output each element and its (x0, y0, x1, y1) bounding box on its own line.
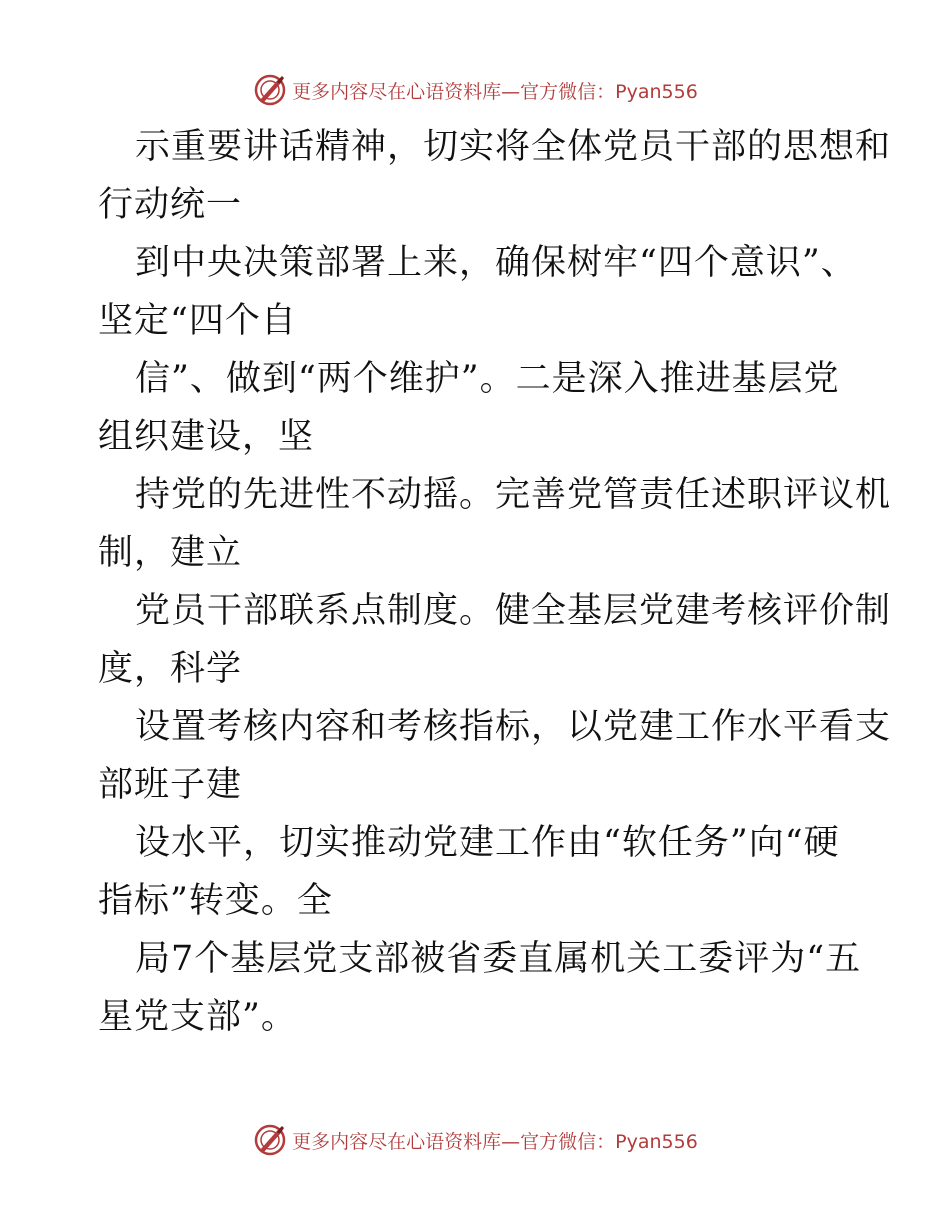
body-line: 设置考核内容和考核指标，以党建工作水平看支 (135, 707, 892, 747)
footer-text: 更多内容尽在心语资料库—官方微信：Pyan556 (292, 1130, 698, 1153)
header-banner (0, 70, 950, 110)
body-line: 星党支部”。 (98, 997, 297, 1037)
body-line: 指标”转变。全 (98, 881, 333, 921)
header-text: 更多内容尽在心语资料库—官方微信：Pyan556 (292, 80, 698, 103)
body-line: 持党的先进性不动摇。完善党管责任述职评议机 (135, 475, 892, 515)
footer-banner (0, 1120, 950, 1160)
body-line: 坚定“四个自 (98, 301, 297, 341)
body-line: 设水平，切实推动党建工作由“软任务”向“硬 (135, 823, 840, 863)
body-line: 制，建立 (98, 533, 243, 573)
document-body (98, 118, 892, 1046)
body-line: 组织建设，坚 (98, 417, 315, 457)
body-line: 到中央决策部署上来，确保树牢“四个意识”、 (135, 243, 857, 283)
body-line: 示重要讲话精神，切实将全体党员干部的思想和 (135, 127, 892, 167)
pen-circle-logo-icon (252, 1122, 288, 1158)
body-line: 度，科学 (98, 649, 243, 689)
body-line: 行动统一 (98, 185, 243, 225)
body-line: 局7个基层党支部被省委直属机关工委评为“五 (135, 939, 862, 979)
body-line: 党员干部联系点制度。健全基层党建考核评价制 (135, 591, 892, 631)
body-line: 部班子建 (98, 765, 243, 805)
pen-circle-logo-icon (252, 72, 288, 108)
body-line: 信”、做到“两个维护”。二是深入推进基层党 (135, 359, 840, 399)
